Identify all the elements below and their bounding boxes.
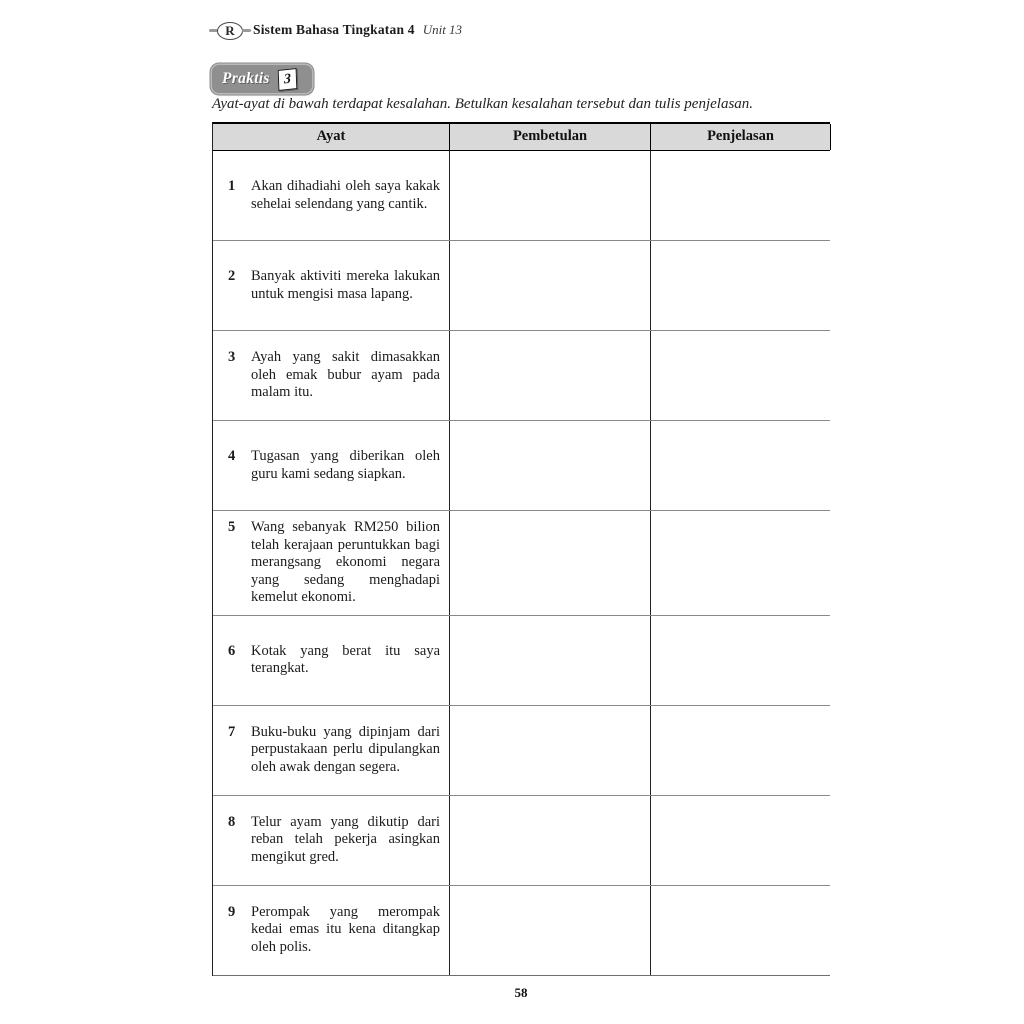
pembetulan-cell	[450, 421, 651, 510]
column-header-penjelasan: Penjelasan	[651, 124, 831, 150]
penjelasan-cell	[651, 706, 831, 795]
column-header-ayat: Ayat	[213, 124, 450, 150]
exercise-table	[212, 122, 830, 976]
running-head	[213, 20, 462, 40]
pembetulan-cell	[450, 151, 651, 240]
penjelasan-cell	[651, 511, 831, 615]
ayat-cell	[213, 241, 450, 330]
exercise-instruction: Ayat-ayat di bawah terdapat kesalahan. Betulkan kesalahan tersebut dan tulis penjelasan.	[212, 96, 754, 112]
sentence-text: Kotak yang berat itu saya terangkat.	[251, 642, 440, 676]
penjelasan-cell	[651, 421, 831, 510]
ayat-cell	[213, 616, 450, 705]
pembetulan-cell	[450, 511, 651, 615]
publisher-logo-icon	[213, 22, 247, 39]
pembetulan-cell	[450, 796, 651, 885]
ayat-cell	[213, 511, 450, 615]
ayat-cell	[213, 331, 450, 420]
penjelasan-cell	[651, 151, 831, 240]
row-number: 1	[228, 178, 236, 194]
table-row	[213, 331, 830, 421]
logo-letter: R	[225, 22, 235, 38]
sentence-text: Perompak yang merompak kedai emas itu kena ditangkap oleh polis.	[251, 903, 440, 955]
ayat-cell	[213, 886, 450, 975]
ayat-cell	[213, 706, 450, 795]
row-number: 5	[228, 519, 236, 535]
table-row	[213, 796, 830, 886]
row-number: 4	[228, 448, 236, 464]
pembetulan-cell	[450, 616, 651, 705]
ayat-cell	[213, 151, 450, 240]
praktis-badge	[212, 65, 312, 93]
ayat-cell	[213, 796, 450, 885]
sentence-text: Akan dihadiahi oleh saya kakak sehelai selendang yang cantik.	[251, 178, 440, 212]
table-row	[213, 616, 830, 706]
row-number: 6	[228, 642, 236, 659]
table-row	[213, 151, 830, 241]
table-header-row	[213, 124, 830, 151]
praktis-number: 3	[277, 67, 297, 90]
penjelasan-cell	[651, 796, 831, 885]
sentence-text: Telur ayam yang dikutip dari reban telah pekerja asingkan mengikut gred.	[251, 813, 440, 865]
book-title: Sistem Bahasa Tingkatan 4	[253, 22, 415, 37]
table-row	[213, 421, 830, 511]
praktis-label: Praktis	[222, 70, 270, 87]
page-number: 58	[514, 985, 528, 1000]
penjelasan-cell	[651, 331, 831, 420]
sentence-text: Tugasan yang diberikan oleh guru kami sedang siapkan.	[251, 448, 440, 482]
row-number: 3	[228, 349, 236, 366]
penjelasan-cell	[651, 886, 831, 975]
table-row	[213, 706, 830, 796]
unit-label: Unit 13	[422, 22, 463, 37]
sentence-text: Buku-buku yang dipinjam dari perpustakaan perlu dipulangkan oleh awak dengan segera.	[251, 723, 440, 775]
pembetulan-cell	[450, 331, 651, 420]
logo-wing-right	[242, 29, 251, 32]
table-row	[213, 241, 830, 331]
penjelasan-cell	[651, 616, 831, 705]
pembetulan-cell	[450, 886, 651, 975]
table-row	[213, 511, 830, 616]
row-number: 9	[228, 903, 236, 920]
column-header-pembetulan: Pembetulan	[450, 124, 651, 150]
pembetulan-cell	[450, 706, 651, 795]
row-number: 8	[228, 813, 236, 830]
row-number: 7	[228, 723, 236, 740]
ayat-cell	[213, 421, 450, 510]
sentence-text: Banyak aktiviti mereka lakukan untuk mengisi masa lapang.	[251, 268, 440, 302]
pembetulan-cell	[450, 241, 651, 330]
sentence-text: Wang sebanyak RM250 bilion telah kerajaan peruntukkan bagi merangsang ekonomi negara yang sedang menghadapi kemelut ekonomi.	[251, 519, 440, 605]
sentence-text: Ayah yang sakit dimasakkan oleh emak bubur ayam pada malam itu.	[251, 349, 440, 401]
table-row	[213, 886, 830, 976]
row-number: 2	[228, 268, 236, 284]
penjelasan-cell	[651, 241, 831, 330]
